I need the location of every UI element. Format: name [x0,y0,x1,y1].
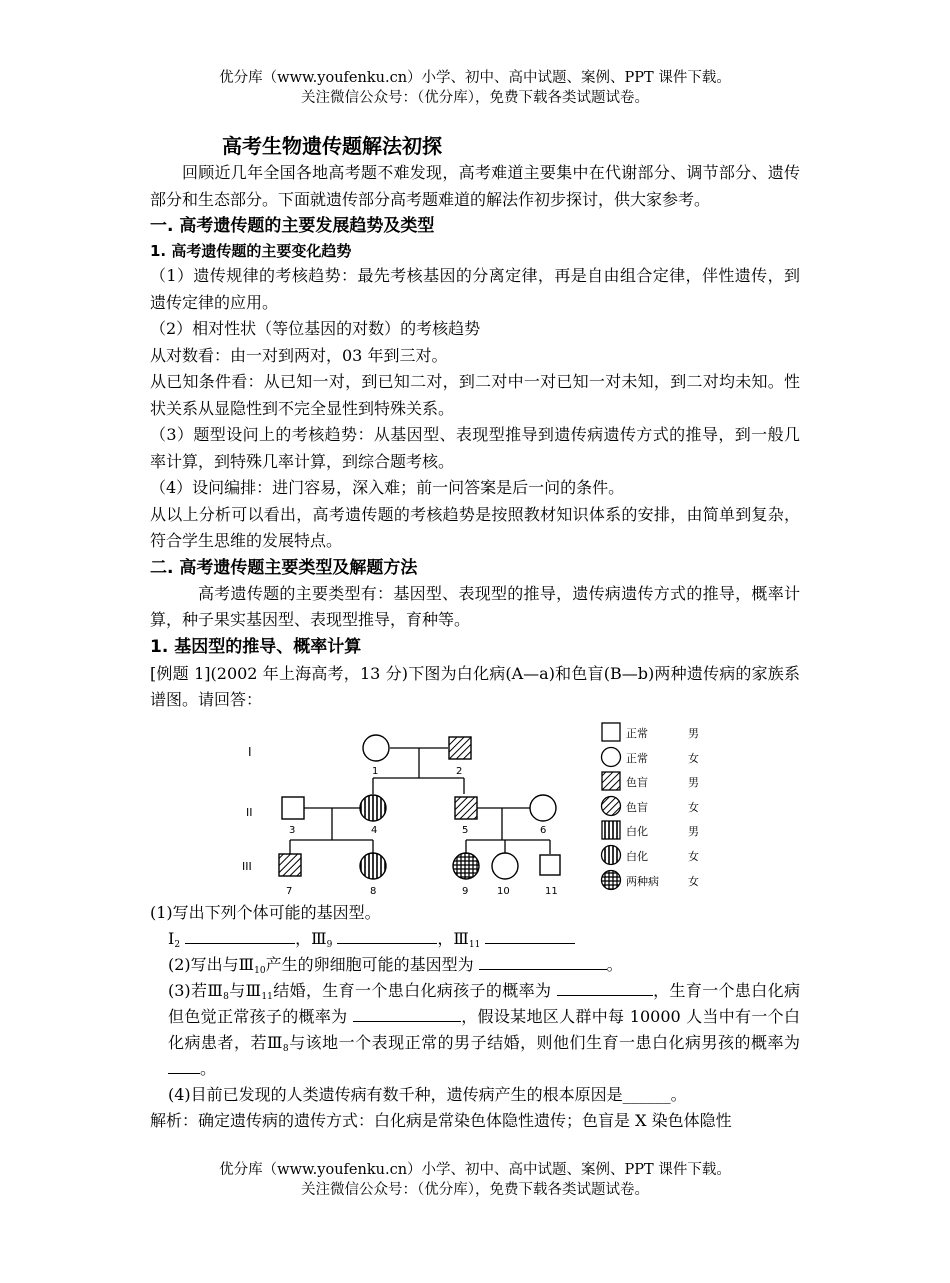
text: 。 [606,954,623,974]
individual-10-normal-female [492,853,518,879]
question-2 [150,952,800,978]
individual-number: 2 [456,765,463,777]
legend-symbol [602,772,620,790]
question-4: (4)目前已发现的人类遗传病有数千种，遗传病产生的根本原因是______。 [168,1084,687,1104]
analysis-paragraph: 解析：确定遗传病的遗传方式：白化病是常染色体隐性遗传；色盲是 X 染色体隐性 [150,1110,732,1130]
legend-label: 白化 [626,849,648,863]
header-line-2: 关注微信公众号：（优分库），免费下载各类试题试卷。 [301,90,649,106]
text: 结婚，生育一个患白化病孩子的概率为 [272,980,552,1000]
subscript: 2 [174,939,181,950]
legend-sex: 女 [688,874,699,888]
answer-blank[interactable] [479,952,607,970]
question-3 [150,978,800,1082]
individual-number: 11 [545,885,558,897]
paragraph: 高考遗传题的主要类型有：基因型、表现型的推导，遗传病遗传方式的推导，概率计算，种子果实基因型、表现型推导，育种等。 [150,583,800,629]
section-2-heading: 二. 高考遗传题主要类型及解题方法 [150,557,418,578]
text: 。 [200,1058,217,1078]
text: (2)写出与Ⅲ [168,954,255,974]
legend-sex: 男 [688,824,699,838]
legend-symbol [602,747,621,766]
legend-label: 白化 [626,824,648,838]
question-1-blanks [150,926,800,952]
individual-11-normal-male [540,855,560,875]
answer-blank[interactable] [557,978,653,996]
answer-blank[interactable] [353,1004,461,1022]
paragraph: 从以上分析可以看出，高考遗传题的考核趋势是按照教材知识体系的安排，由简单到复杂，符合学生思维的发展特点。 [150,504,800,550]
generation-label: III [242,859,252,873]
legend-sex: 女 [688,751,699,765]
individual-3-normal-male [282,797,304,819]
individual-4-albino-female [360,795,386,821]
text: ，假设某地区人群中每 10000 人当中有一个白化病患者，若Ⅲ [168,1006,800,1052]
paragraph: 从对数看：由一对到两对，03 年到三对。 [150,345,448,365]
individual-number: 10 [497,885,510,897]
individual-number: 9 [462,885,469,897]
individual-1-normal-female [363,735,389,761]
question-1: (1)写出下列个体可能的基因型。 [150,902,381,922]
generation-label: II [246,805,253,819]
legend-symbol [602,796,621,815]
paragraph: （2）相对性状（等位基因的对数）的考核趋势 [150,319,481,338]
legend-sex: 男 [688,726,699,740]
answer-blank[interactable] [168,1056,200,1074]
paragraph: （3）题型设问上的考核趋势：从基因型、表现型推导到遗传病遗传方式的推导，到一般几率计算，到特殊几率计算，到综合题考核。 [150,425,800,471]
individual-number: 1 [372,765,379,777]
paragraph: 从已知条件看：从已知一对，到已知二对，到二对中一对已知一对未知，到二对均未知。性状关系从显隐性到不完全显性到特殊关系。 [150,372,800,418]
subscript: 9 [326,939,333,950]
legend-label: 正常 [626,726,648,740]
legend-label: 正常 [626,751,648,765]
subscript: 11 [261,991,273,1002]
individual-2-colorblind-male [449,737,471,759]
individual-number: 4 [371,824,378,836]
legend-label: 色盲 [626,775,648,789]
subscript: 8 [282,1043,289,1054]
section-2-subheading: 1. 基因型的推导、概率计算 [150,636,362,657]
legend-symbol [602,870,621,889]
subscript: 11 [468,939,481,950]
individual-number: 5 [462,824,469,836]
individual-number: 6 [540,824,547,836]
subscript: 10 [254,965,266,976]
header-line-1: 优分库（www.youfenku.cn）小学、初中、高中试题、案例、PPT 课件下载。 [219,70,731,86]
page-footer [0,1160,950,1200]
individual-7-colorblind-male [279,854,301,876]
individual-number: 7 [286,885,293,897]
label: ，Ⅲ [295,928,327,948]
individual-5-colorblind-male [455,797,477,819]
legend-label: 色盲 [626,800,648,814]
individual-6-normal-female [530,795,556,821]
example-statement: [例题 1](2002 年上海高考，13 分)下图为白化病(A—a)和色盲(B—b)两种遗传病的家族系谱图。请回答： [150,663,800,709]
legend-symbol [602,821,620,839]
document-body [150,132,800,1134]
answer-blank[interactable] [185,926,295,944]
answer-blank[interactable] [337,926,437,944]
answer-blank[interactable] [485,926,575,944]
legend-label: 两种病 [626,874,659,888]
section-1-subheading: 1. 高考遗传题的主要变化趋势 [150,242,352,260]
legend-sex: 女 [688,800,699,814]
text: ，生育一个患白化病但色觉正常孩子的概率为 [168,980,800,1026]
text: 与Ⅲ [228,980,262,1000]
text: (3)若Ⅲ [168,980,224,1000]
legend-symbol [602,845,621,864]
paragraph: （1）遗传规律的考核趋势：最先考核基因的分离定律，再是自由组合定律，伴性遗传，到遗传定律的应用。 [150,266,800,312]
legend-sex: 男 [688,775,699,789]
label: ，Ⅲ [437,928,469,948]
label: Ⅰ [168,928,175,948]
page-header [0,68,950,108]
individual-9-both-diseases-female [453,853,479,879]
section-1-heading: 一. 高考遗传题的主要发展趋势及类型 [150,216,435,236]
intro-paragraph: 回顾近几年全国各地高考题不难发现，高考难道主要集中在代谢部分、调节部分、遗传部分和生态部分。下面就遗传部分高考题难道的解法作初步探讨，供大家参考。 [150,163,800,209]
page-title: 高考生物遗传题解法初探 [222,134,442,158]
individual-8-albino-female [360,853,386,879]
individual-number: 3 [289,824,296,836]
footer-line-1: 优分库（www.youfenku.cn）小学、初中、高中试题、案例、PPT 课件下载。 [219,1162,731,1178]
text: 产生的卵细胞可能的基因型为 [265,954,474,974]
paragraph: （4）设问编排：进门容易，深入难；前一问答案是后一问的条件。 [150,478,625,497]
pedigree-figure [150,720,800,900]
generation-label: I [248,744,252,759]
footer-line-2: 关注微信公众号：（优分库），免费下载各类试题试卷。 [301,1182,649,1198]
pedigree-legend [602,723,700,890]
legend-sex: 女 [688,849,699,863]
pedigree-chart [240,720,710,900]
legend-symbol [602,723,620,741]
text: 与该地一个表现正常的男子结婚，则他们生育一患白化病男孩的概率为 [288,1032,800,1052]
subscript: 8 [223,991,229,1002]
individual-number: 8 [370,885,377,897]
